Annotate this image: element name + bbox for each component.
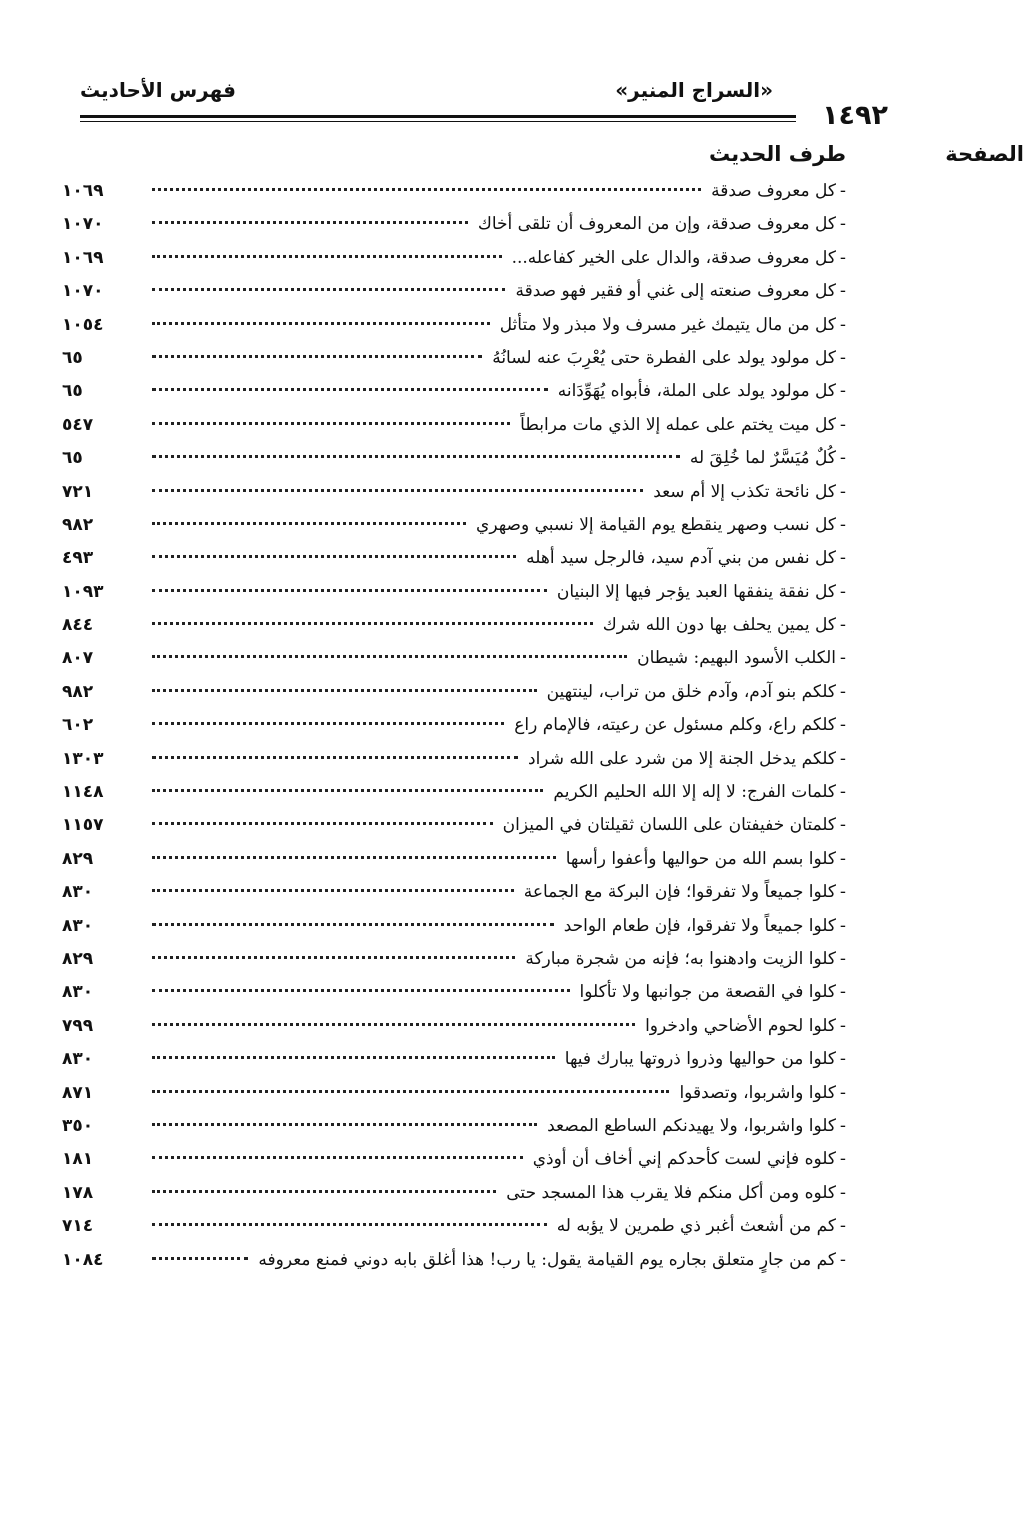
page-reference: ٧٩٩ xyxy=(62,1015,94,1036)
page-reference: ١٨١ xyxy=(62,1149,94,1170)
hadith-text: كلوا في القصعة من جوانبها ولا تأكلوا xyxy=(579,982,836,1003)
list-item xyxy=(62,1149,846,1182)
list-item xyxy=(62,415,846,448)
leader-dots xyxy=(152,822,493,825)
entry-dash: - xyxy=(839,782,846,803)
entry-dash: - xyxy=(839,481,846,502)
list-item xyxy=(62,1116,846,1149)
leader-dots xyxy=(152,622,593,625)
hadith-text: كلوا من حواليها وذروا ذروتها يبارك فيها xyxy=(564,1049,836,1070)
page-reference: ٨٤٤ xyxy=(62,615,94,636)
hadith-text: كلوا الزيت وادهنوا به؛ فإنه من شجرة مباركة xyxy=(525,948,836,969)
leader-dots xyxy=(152,989,570,992)
list-item xyxy=(62,248,846,281)
entry-dash: - xyxy=(839,1149,846,1170)
entry-dash: - xyxy=(839,882,846,903)
hadith-text: كلوا بسم الله من حواليها وأعفوا رأسها xyxy=(565,848,836,869)
page-reference: ٦٥ xyxy=(62,347,83,368)
page-reference: ٦٠٢ xyxy=(62,715,94,736)
hadith-text: كل ميت يختم على عمله إلا الذي مات مرابطاً xyxy=(520,414,836,435)
page-reference: ٨٣٠ xyxy=(62,882,94,903)
leader-dots xyxy=(152,388,548,391)
page-reference: ١٣٠٣ xyxy=(62,748,104,769)
entry-dash: - xyxy=(839,948,846,969)
leader-dots xyxy=(152,722,504,725)
leader-dots xyxy=(152,555,516,558)
page-reference: ١٠٧٠ xyxy=(62,281,104,302)
page-reference: ٨٧١ xyxy=(62,1082,94,1103)
page-reference: ٦٥ xyxy=(62,381,83,402)
hadith-text: كلوا جميعاً ولا تفرقوا، فإن طعام الواحد xyxy=(563,915,836,936)
list-item xyxy=(62,615,846,648)
leader-dots xyxy=(152,689,537,692)
entry-dash: - xyxy=(839,281,846,302)
page-number: ١٤٩٢ xyxy=(822,100,888,131)
entry-dash: - xyxy=(839,848,846,869)
leader-dots xyxy=(152,322,490,325)
book-title: «السراج المنير» xyxy=(615,78,773,102)
list-item xyxy=(62,849,846,882)
list-item xyxy=(62,315,846,348)
list-item xyxy=(62,682,846,715)
list-item xyxy=(62,348,846,381)
list-item xyxy=(62,515,846,548)
hadith-text: كل مولود يولد على الفطرة حتى يُعْرِبَ عنه لسانُهُ xyxy=(492,347,836,368)
list-item xyxy=(62,648,846,681)
entry-dash: - xyxy=(839,1115,846,1136)
list-item xyxy=(62,916,846,949)
list-item xyxy=(62,749,846,782)
leader-dots xyxy=(152,789,543,792)
page-reference: ١٠٩٣ xyxy=(62,581,104,602)
page-reference: ٨٠٧ xyxy=(62,648,94,669)
entry-dash: - xyxy=(839,347,846,368)
hadith-text: كُلٌ مُيَسَّرٌ لما خُلِقَ له xyxy=(689,448,836,469)
leader-dots xyxy=(152,455,680,458)
list-item xyxy=(62,815,846,848)
entry-dash: - xyxy=(839,514,846,535)
hadith-text: كل معروف صنعته إلى غني أو فقير فهو صدقة xyxy=(515,281,836,302)
entry-dash: - xyxy=(839,681,846,702)
running-head xyxy=(80,72,888,131)
hadith-text: كلكم بنو آدم، وآدم خلق من تراب، لينتهين xyxy=(546,681,836,702)
page-reference: ٥٤٧ xyxy=(62,414,94,435)
page-reference: ١٠٦٩ xyxy=(62,247,104,268)
header-rule-thin xyxy=(80,121,796,122)
list-item xyxy=(62,181,846,214)
page-reference: ١٠٨٤ xyxy=(62,1249,104,1270)
entry-dash: - xyxy=(839,748,846,769)
leader-dots xyxy=(152,956,515,959)
hadith-text: كلوا لحوم الأضاحي وادخروا xyxy=(645,1015,836,1036)
list-item xyxy=(62,782,846,815)
leader-dots xyxy=(152,923,554,926)
leader-dots xyxy=(152,1223,547,1226)
list-item xyxy=(62,548,846,581)
column-header-hadith: طرف الحديث xyxy=(708,142,846,166)
hadith-text: كلوه فإني لست كأحدكم إني أخاف أن أوذي xyxy=(532,1149,836,1170)
leader-dots xyxy=(152,1156,523,1159)
hadith-text: الكلب الأسود البهيم: شيطان xyxy=(637,648,836,669)
page-reference: ٨٣٠ xyxy=(62,1049,94,1070)
page-reference: ١١٥٧ xyxy=(62,815,104,836)
entry-dash: - xyxy=(839,314,846,335)
page-reference: ٨٣٠ xyxy=(62,982,94,1003)
hadith-text: كلمتان خفيفتان على اللسان ثقيلتان في الميزان xyxy=(502,815,836,836)
hadith-text: كل معروف صدقة xyxy=(711,181,836,201)
entry-dash: - xyxy=(839,581,846,602)
leader-dots xyxy=(152,522,466,525)
list-item xyxy=(62,1049,846,1082)
leader-dots xyxy=(152,856,556,859)
list-item xyxy=(62,448,846,481)
entry-dash: - xyxy=(839,181,846,201)
entry-dash: - xyxy=(839,1082,846,1103)
entry-dash: - xyxy=(839,214,846,235)
list-item xyxy=(62,949,846,982)
leader-dots xyxy=(152,756,518,759)
column-header-page: الصفحة xyxy=(945,142,1024,166)
list-item xyxy=(62,1016,846,1049)
entry-dash: - xyxy=(839,1182,846,1203)
list-item xyxy=(62,281,846,314)
leader-dots xyxy=(152,1190,496,1193)
list-item xyxy=(62,882,846,915)
page-reference: ٨٣٠ xyxy=(62,915,94,936)
hadith-text: كل نفس من بني آدم سيد، فالرجل سيد أهله xyxy=(526,548,836,569)
list-item xyxy=(62,1250,846,1283)
page-reference: ١٠٧٠ xyxy=(62,214,104,235)
hadith-text: كل نسب وصهر ينقطع يوم القيامة إلا نسبي وصهري xyxy=(476,514,836,535)
entry-dash: - xyxy=(839,715,846,736)
list-item xyxy=(62,1083,846,1116)
hadith-text: كم من أشعث أغبر ذي طمرين لا يؤبه له xyxy=(556,1216,836,1237)
entry-dash: - xyxy=(839,815,846,836)
page-reference: ٣٥٠ xyxy=(62,1115,94,1136)
leader-dots xyxy=(152,355,482,358)
hadith-text: كم من جارٍ متعلق بجاره يوم القيامة يقول: يا رب! هذا أغلق بابه دوني فمنع معروفه xyxy=(258,1249,836,1270)
page-reference: ٩٨٢ xyxy=(62,681,94,702)
entry-dash: - xyxy=(839,414,846,435)
hadith-text: كلمات الفرج: لا إله إلا الله الحليم الكريم xyxy=(553,782,836,803)
entry-dash: - xyxy=(839,982,846,1003)
list-item xyxy=(62,381,846,414)
page-reference: ٩٨٢ xyxy=(62,514,94,535)
leader-dots xyxy=(152,255,502,258)
entry-dash: - xyxy=(839,915,846,936)
leader-dots xyxy=(152,1123,537,1126)
list-item xyxy=(62,582,846,615)
section-title: فهرس الأحاديث xyxy=(80,78,236,102)
leader-dots xyxy=(152,889,514,892)
hadith-index-list xyxy=(62,181,846,1283)
leader-dots xyxy=(152,422,510,425)
page-reference: ٨٢٩ xyxy=(62,848,94,869)
hadith-text: كلوا جميعاً ولا تفرقوا؛ فإن البركة مع الجماعة xyxy=(523,882,836,903)
entry-dash: - xyxy=(839,1216,846,1237)
entry-dash: - xyxy=(839,548,846,569)
list-item xyxy=(62,214,846,247)
hadith-text: كلوا واشربوا، ولا يهيدنكم الساطع المصعد xyxy=(547,1115,836,1136)
page-reference: ١٧٨ xyxy=(62,1182,94,1203)
hadith-text: كل يمين يحلف بها دون الله شرك xyxy=(602,615,836,636)
hadith-text: كل نفقة ينفقها العبد يؤجر فيها إلا البنيان xyxy=(556,581,836,602)
leader-dots xyxy=(152,1090,669,1093)
list-item xyxy=(62,482,846,515)
hadith-text: كل مولود يولد على الملة، فأبواه يُهَوِّدَانه xyxy=(557,381,836,402)
page-reference: ٨٢٩ xyxy=(62,948,94,969)
page-reference: ٤٩٣ xyxy=(62,548,94,569)
leader-dots xyxy=(152,221,468,224)
page-reference: ٧٢١ xyxy=(62,481,94,502)
entry-dash: - xyxy=(839,648,846,669)
leader-dots xyxy=(152,288,505,291)
hadith-text: كل معروف صدقة، والدال على الخير كفاعله... xyxy=(511,247,836,268)
page-reference: ٦٥ xyxy=(62,448,83,469)
leader-dots xyxy=(152,489,643,492)
entry-dash: - xyxy=(839,1015,846,1036)
entry-dash: - xyxy=(839,381,846,402)
list-item xyxy=(62,982,846,1015)
page-reference: ١٠٦٩ xyxy=(62,181,104,201)
entry-dash: - xyxy=(839,448,846,469)
entry-dash: - xyxy=(839,1249,846,1270)
hadith-text: كل نائحة تكذب إلا أم سعد xyxy=(653,481,836,502)
list-item xyxy=(62,715,846,748)
entry-dash: - xyxy=(839,247,846,268)
hadith-text: كلكم يدخل الجنة إلا من شرد على الله شراد xyxy=(528,748,836,769)
leader-dots xyxy=(152,1023,635,1026)
entry-dash: - xyxy=(839,615,846,636)
entry-dash: - xyxy=(839,1049,846,1070)
list-item xyxy=(62,1183,846,1216)
hadith-text: كل من مال يتيمك غير مسرف ولا مبذر ولا متأثل xyxy=(499,314,836,335)
leader-dots xyxy=(152,589,547,592)
page-reference: ٧١٤ xyxy=(62,1216,94,1237)
leader-dots xyxy=(152,188,701,191)
page-reference: ١٠٥٤ xyxy=(62,314,104,335)
leader-dots xyxy=(152,1257,248,1260)
hadith-text: كلوه ومن أكل منكم فلا يقرب هذا المسجد حتى xyxy=(506,1182,836,1203)
hadith-text: كل معروف صدقة، وإن من المعروف أن تلقى أخاك xyxy=(477,214,836,235)
hadith-text: كلكم راع، وكلم مسئول عن رعيته، فالإمام راع xyxy=(514,715,836,736)
leader-dots xyxy=(152,1056,555,1059)
leader-dots xyxy=(152,655,627,658)
hadith-text: كلوا واشربوا، وتصدقوا xyxy=(679,1082,836,1103)
header-rule-thick xyxy=(80,115,796,118)
page-reference: ١١٤٨ xyxy=(62,782,104,803)
list-item xyxy=(62,1216,846,1249)
